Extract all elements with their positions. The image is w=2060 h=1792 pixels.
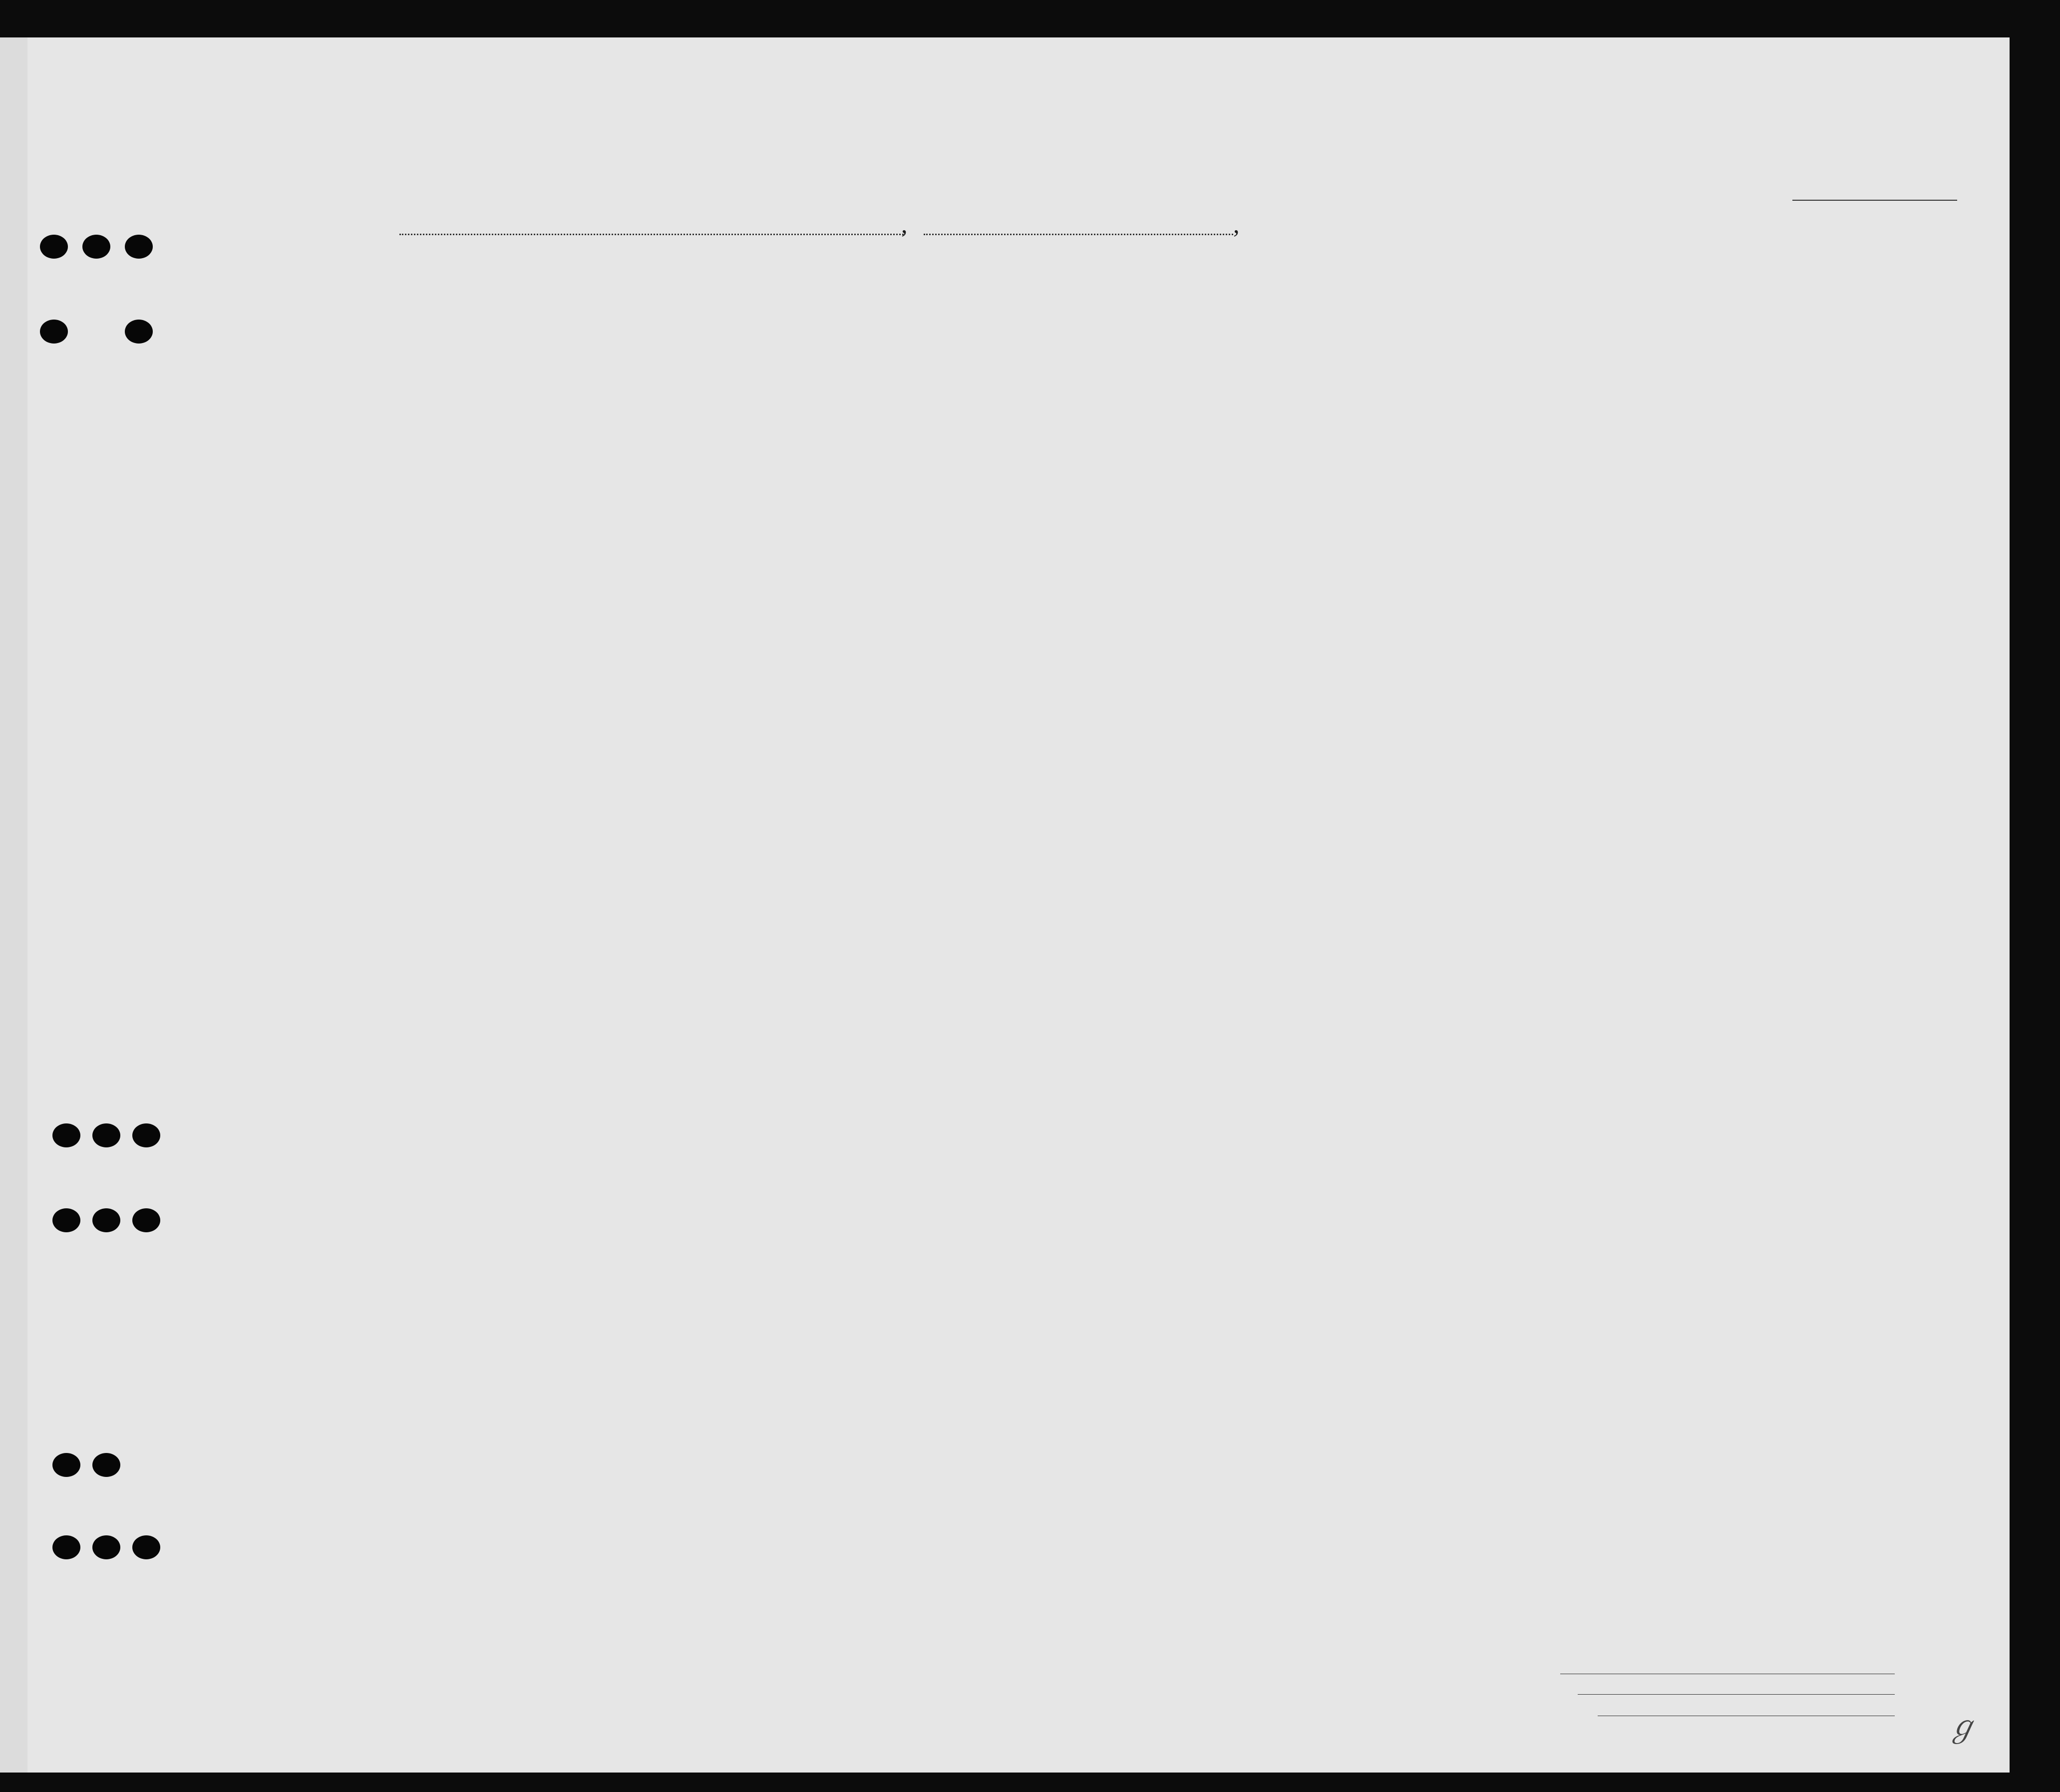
owners-underline: [1578, 1694, 1895, 1695]
date-comma: ,: [1233, 210, 1240, 238]
port-comma: ,: [901, 210, 908, 238]
margin-initials-mark: ℊ: [1947, 1710, 1977, 1743]
